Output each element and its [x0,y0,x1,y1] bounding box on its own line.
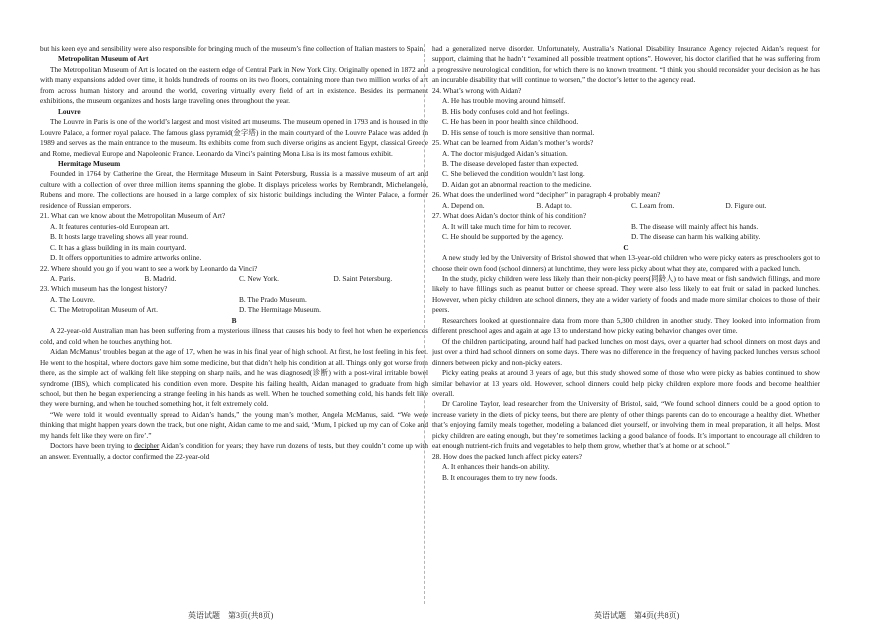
option-22b: B. Madrid. [144,273,177,283]
option-22d: D. Saint Petersburg. [333,273,393,283]
option-23a: A. The Louvre. [50,294,95,304]
option-26b: B. Adapt to. [536,200,572,210]
options-23-row1 [40,295,428,305]
heading-louvre: Louvre [58,106,81,116]
options-23-row2 [40,305,428,315]
paragraph-c1: A new study led by the University of Bristol showed that when 13-year-old children who were picky eaters as preschoolers got to choose their own food (school dinners) at lunchtime, they were less picky about what they ate, compared with a packed lunch. [432,253,820,273]
option-25d: D. Aidan got an abnormal reaction to the medicine. [442,179,592,189]
option-22a: A. Paris. [50,273,76,283]
question-28: 28. How does the packed lunch affect picky eaters? [432,451,582,461]
option-23c: C. The Metropolitan Museum of Art. [50,305,158,315]
option-24b: B. His body confuses cold and hot feelings. [442,106,570,116]
question-26: 26. What does the underlined word “decipher” in paragraph 4 probably mean? [432,190,661,200]
paragraph-b2: Aidan McManus’ troubles began at the age of 17, when he was in his final year of high school. At first, he lost feeling in his feet. He went to the hospital, where doctors gave him some medicine, but that didn’t help his condition at all. Things only got worse from there, as the simple act of walking felt like stepping on sharp nails, and he was diagnosed(诊断) with a post-viral irritable bowel syndrome (IBS), which complicated his condition even more. Despite his failing health, Aidan managed to graduate from high school, but then he began experiencing a strange feeling in his hands as well. When he touched something cold, his hands felt like they were burning, and when he touched something hot, it felt extremely cold. [40,347,428,409]
heading-hermitage: Hermitage Museum [58,158,121,168]
section-c-label: C [623,242,629,252]
question-23: 23. Which museum has the longest history? [40,284,168,294]
option-27a: A. It will take much time for him to recover. [442,221,572,231]
option-24d: D. His sense of touch is more sensitive than normal. [442,127,595,137]
option-25c: C. She believed the condition wouldn’t last long. [442,169,585,179]
paragraph-b4-start: Doctors have been trying to [50,441,135,451]
option-27c: C. He should be supported by the agency. [442,232,564,242]
paragraph-c4: Of the children participating, around half had packed lunches on most days, over a quarter had school dinners on most days and just over a third had school dinners on some days. There was no difference in the frequency of having packed lunches versus school dinners between picky and non-picky eaters. [432,336,820,367]
options-26 [432,201,820,211]
option-23b: B. The Prado Museum. [239,294,307,304]
option-26a: A. Depend on. [442,200,485,210]
paragraph-louvre: The Louvre in Paris is one of the world’s largest and most visited art museums. The museum opened in 1793 and is housed in the Louvre Palace, a former royal palace. The famous glass pyramid(金字塔) in the main courtyard of the Louvre Palace was added in 1989 and serves as the main entrance to the museum. Its exhibits come from such diverse origins as ancient Egypt, classical Greece and Rome, medieval Europe and Napoleonic France. Leonardo da Vinci’s painting Mona Lisa is its most famous exhibit. [40,117,428,158]
passage-b-continuation: had a generalized nerve disorder. Unfortunately, Australia’s National Disability Insurance Agency rejected Aidan’s request for support, claiming that he hadn’t “examined all possible treatment options”. However, his doctor clarified that he was suffering from a progressive neurological condition, for which there is no known treatment. “I think you should reconsider your decision as he has an incurable disability that will continue to worsen,” the doctor’s letter to the agency read. [432,44,820,85]
option-28b: B. It encourages them to try new foods. [442,472,558,482]
paragraph-b3: “We were told it would eventually spread to Aidan’s hands,” the young man’s mother, Angela McManus, said. “We were thinking that might happen years down the track, but one night, Aidan came to me and said, ‘Mum, I picked up my can of Coke and my hands felt like they were on fire’.” [40,409,428,440]
question-22: 22. Where should you go if you want to see a work by Leonardo da Vinci? [40,263,258,273]
paragraph-b1: A 22-year-old Australian man has been suffering from a mysterious illness that causes his body to feel hot when he experiences cold, and cold when he touches anything hot. [40,326,428,346]
left-column [40,44,428,584]
right-column [432,44,820,584]
paragraph-c5: Picky eating peaks at around 3 years of age, but this study showed some of those who were picky as babies continued to show similar behavior at 13 years old. However, school dinners could help picky children explore more foods and become healthier overall. [432,368,820,398]
options-22 [40,274,428,284]
option-28a: A. It enhances their hands-on ability. [442,462,550,472]
underlined-word: decipher [134,441,160,451]
heading-metropolitan: Metropolitan Museum of Art [58,54,149,64]
option-27d: D. The disease can harm his walking ability. [631,232,761,242]
paragraph-metropolitan: The Metropolitan Museum of Art is located on the eastern edge of Central Park in New York City. Originally opened in 1872 and with many expansions added over time, it holds hundreds of rooms on its two floors, containing more than two million works of art from across human history and around the world, covering virtually every field of art in existence. Besides its permanent exhibitions, the museum organizes and hosts large traveling ones throughout the year. [40,64,428,106]
paragraph-hermitage: Founded in 1764 by Catherine the Great, the Hermitage Museum in Saint Petersburg, Russia is a massive museum of art and culture with a collection of over three million items spanning the globe. It displays priceless works by Rembrandt, Michelangelo, Rubens and more. The collections are housed in a large complex of six historic buildings including the Winter Palace, a former residence of Russian emperors. [40,169,428,210]
option-21b: B. It hosts large traveling shows all year round. [50,232,189,242]
option-24a: A. He has trouble moving around himself. [442,96,566,106]
page-footer-left: 英语试题 第3页(共8页) [188,611,274,620]
paragraph-b4 [40,441,428,462]
options-27-row1 [432,222,820,232]
option-27b: B. The disease will mainly affect his hands. [631,221,759,231]
option-21a: A. It features centuries-old European art. [50,221,170,231]
passage-a-continuation: but his keen eye and sensibility were also responsible for bringing much of the museum’s fine collection of Italian masters to Spain. [40,44,426,53]
paragraph-c3: Researchers looked at questionnaire data from more than 5,300 children in another study. They looked into information from different preschool ages and again at age 13 to understand how picky eating behavior changes over time. [432,315,820,336]
question-24: 24. What’s wrong with Aidan? [432,85,522,95]
question-27: 27. What does Aidan’s doctor think of his condition? [432,211,587,221]
option-24c: C. He has been in poor health since childhood. [442,117,579,127]
options-27-row2 [432,232,820,242]
option-23d: D. The Hermitage Museum. [239,305,321,315]
option-21c: C. It has a glass building in its main courtyard. [50,242,187,252]
option-26c: C. Learn from. [631,200,675,210]
option-25a: A. The doctor misjudged Aidan’s situation. [442,148,568,158]
paragraph-c6: Dr Caroline Taylor, lead researcher from the University of Bristol, said, “We found school dinners could be a good option to increase variety in the diets of picky teens, but there are plenty of other things parents can do to encourage a healthy diet. Whether that’s enjoying family meals together, modeling a balanced diet yourself, or involving them in meal preparation, it all helps. Most picky children are eating enough, but they’re sometimes lacking a good balance of foods. It’s important to encourage all children to eat enough nutrient-rich fruits and vegetables to help them grow, whether that’s at home or at school.” [432,399,820,451]
paragraph-b4-end: Aidan’s condition for years; they have run dozens of tests, but they couldn’t come up with an answer. Eventually, a doctor confirmed the 22-year-old [40,441,428,461]
option-21d: D. It offers opportunities to admire artworks online. [50,253,202,263]
option-25b: B. The disease developed faster than expected. [442,158,579,168]
page-footer-right: 英语试题 第4页(共8页) [594,611,680,620]
question-25: 25. What can be learned from Aidan’s mother’s words? [432,138,594,148]
question-21: 21. What can we know about the Metropolitan Museum of Art? [40,211,226,221]
option-26d: D. Figure out. [725,200,767,210]
option-22c: C. New York. [239,273,279,283]
column-divider [424,44,426,604]
section-b-label: B [231,315,237,325]
paragraph-c2: In the study, picky children were less likely than their non-picky peers(同龄人) to have meat or fish sandwich fillings, and more likely to have fillings such as peanut butter or cheese spread. They were also less likely to eat fruit or salad in packed lunches. However, when picky children ate school dinners, they ate a wider variety of foods and made more similar choices to those of their peers. [432,273,820,315]
